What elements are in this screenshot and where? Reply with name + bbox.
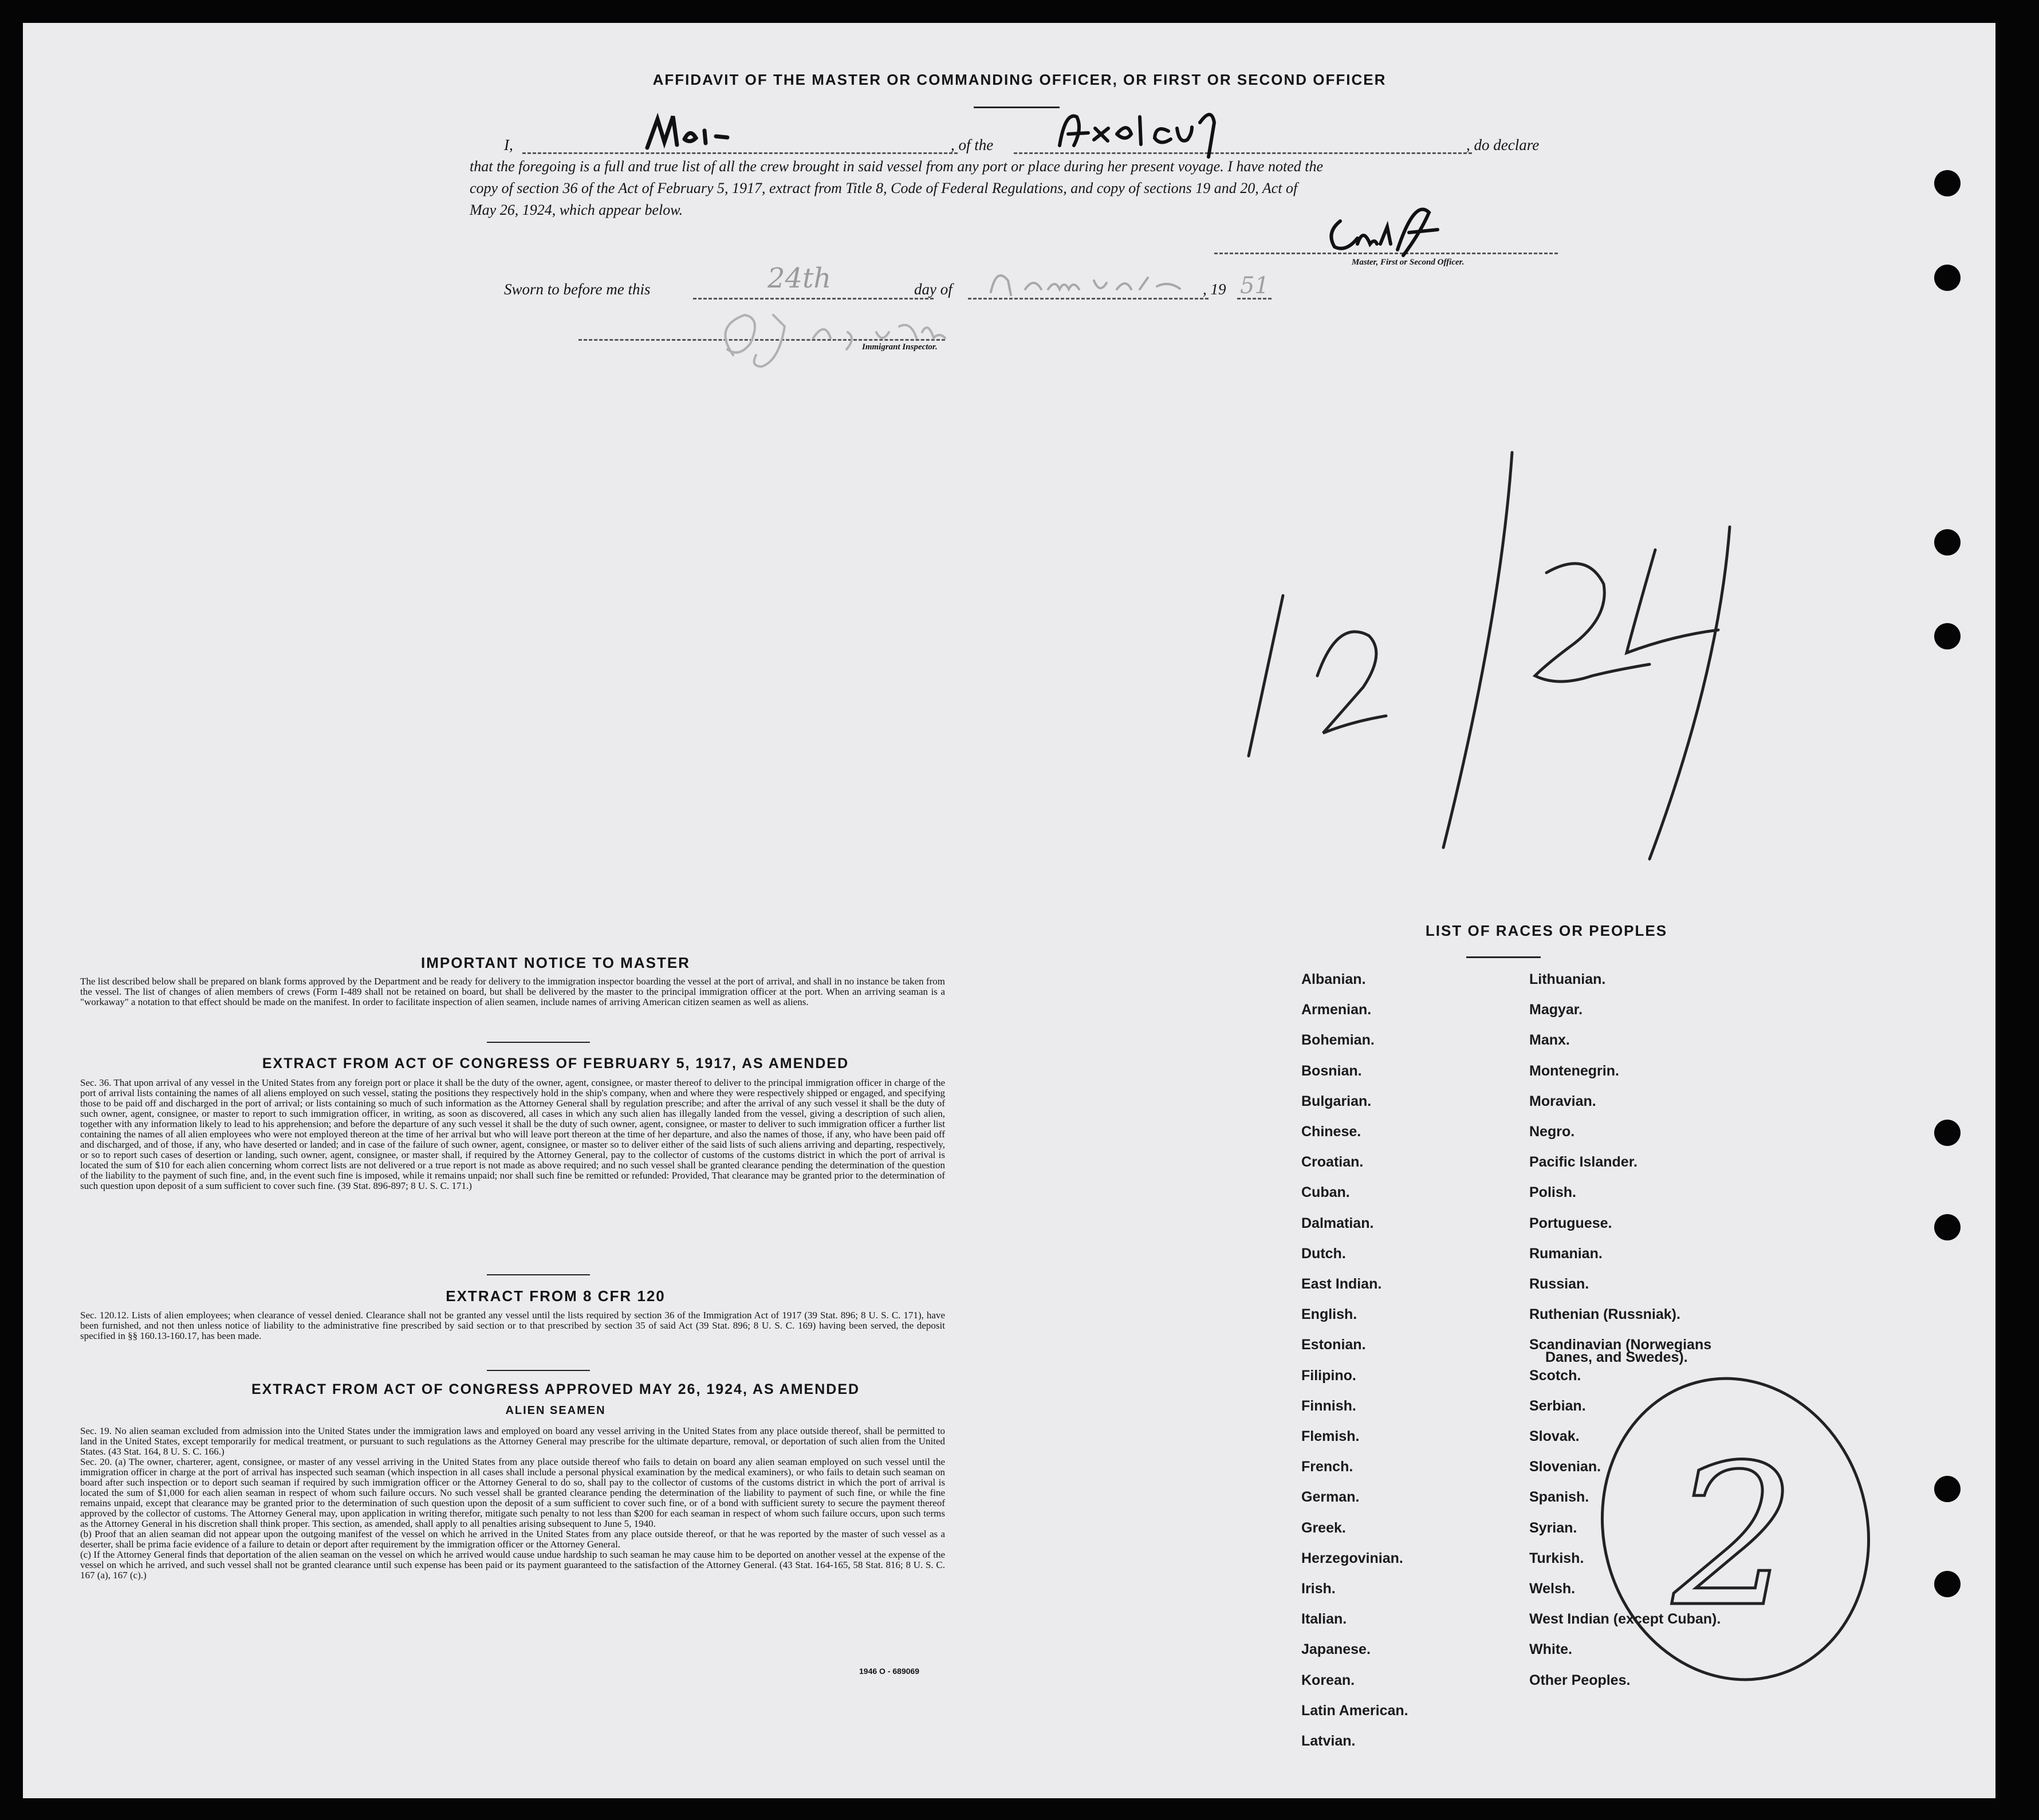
binder-hole bbox=[1934, 1476, 1961, 1502]
race-item: Albanian. bbox=[1301, 971, 1366, 987]
race-item: Latvian. bbox=[1301, 1733, 1356, 1749]
section-rule bbox=[487, 1042, 590, 1043]
binder-hole bbox=[1934, 1214, 1961, 1240]
race-item: Dutch. bbox=[1301, 1245, 1346, 1262]
race-item: Irish. bbox=[1301, 1581, 1336, 1597]
race-item: Filipino. bbox=[1301, 1367, 1356, 1384]
print-code: 1946 O - 689069 bbox=[859, 1667, 920, 1676]
race-item: Montenegrin. bbox=[1529, 1062, 1619, 1079]
section-rule bbox=[487, 1274, 590, 1275]
declare-i: I, bbox=[504, 136, 513, 153]
extract-1917-text: Sec. 36. That upon arrival of any vessel in the United States from any foreign port or place it shall be the duty of the owner, agent, consignee, or master thereof to deliver to the principal immigration officer in charge of the port of arrival lists containing the names of all aliens employed on such vessel, stating the positions they respectively hold in the ship's company, when and where they were respectively shipped or engaged, and specifying those to be paid off and discharged in the port of arrival; or lists containing so much of such information as the Attorney General shall by regulation prescribe; and after the arrival of any such vessel it shall be the duty of such owner, agent, consignee, or master to report to such immigration officer, in writing, as soon as discovered, all cases in which any such alien has illegally landed from the vessel, giving a description of such alien, together with any information likely to lead to his apprehension; and before the departure of any such vessel it shall be the duty of such owner, agent, consignee, or master to deliver to such immigration officer a further list containing the names of all alien employees who were not employed thereon at the time of her arrival but who will leave port thereon at the time of her departure, and also the names of those, if any, who have been paid off and discharged, and of those, if any, who have deserted or landed; and in case of the failure of such owner, agent, consignee, or master so to deliver either of the said lists of such aliens arriving and departing, respectively, or so to report such cases of desertion or landing, such owner, agent, consignee, or master shall, if required by the Attorney General, pay to the collector of customs of the customs district in which the port of arrival is located the sum of $10 for each alien concerning whom correct lists are not delivered or a true report is not made as above required; and no such vessel shall be granted clearance pending the determination of the question of the liability to the payment of such fine, and, in the event such fine is imposed, while it remains unpaid; nor shall such fine be remitted or refunded: Provided, That clearance may be granted prior to the determination of such question upon deposit of a sum sufficient to cover such fine. (39 Stat. 896-897; 8 U. S. C. 171.) bbox=[80, 1077, 945, 1191]
race-item: Greek. bbox=[1301, 1519, 1346, 1536]
race-item: Danes, and Swedes). bbox=[1545, 1349, 1688, 1366]
race-item: German. bbox=[1301, 1489, 1360, 1506]
handwritten-circled-number: 2 bbox=[1672, 1423, 1797, 1650]
race-item: Spanish. bbox=[1529, 1489, 1589, 1506]
race-item: East Indian. bbox=[1301, 1276, 1382, 1292]
inspector-caption: Immigrant Inspector. bbox=[862, 342, 938, 352]
race-item: Pacific Islander. bbox=[1529, 1154, 1638, 1171]
affidavit-body-line3: May 26, 1924, which appear below. bbox=[470, 202, 683, 218]
sworn-prefix: Sworn to before me this bbox=[504, 281, 651, 298]
race-item: Estonian. bbox=[1301, 1337, 1366, 1353]
race-item: Japanese. bbox=[1301, 1641, 1371, 1658]
title-rule bbox=[974, 107, 1060, 108]
race-item: Scandinavian (Norwegians bbox=[1529, 1337, 1712, 1353]
sec20b-text: (b) Proof that an alien seaman did not appear upon the outgoing manifest of the vessel on which he arrived in the United States from any place outside thereof, or that he was reported by the master of such vessel as a deserter, shall be prima facie evidence of a failure to detain or deport after requirement by the immigration officer or the Attorney General. bbox=[80, 1529, 945, 1550]
race-item: English. bbox=[1301, 1306, 1357, 1323]
binder-hole bbox=[1934, 1120, 1961, 1146]
extract-1924-title: EXTRACT FROM ACT OF CONGRESS APPROVED MAY 26, 1924, AS AMENDED bbox=[251, 1381, 860, 1397]
race-item: Portuguese. bbox=[1529, 1215, 1612, 1231]
race-item: Negro. bbox=[1529, 1124, 1575, 1140]
sec19-text: Sec. 19. No alien seaman excluded from admission into the United States under the immigration laws and employed on board any vessel arriving in the United States from any place outside thereof, shall be permitted to land in the United States, except temporarily for medical treatment, or pursuant to such regulations as the Attorney General may prescribe for the ultimate departure, removal, or deportation of such alien from the United States. (43 Stat. 164, 8 U. S. C. 166.) bbox=[80, 1425, 945, 1457]
affidavit-body-line1: that the foregoing is a full and true list of all the crew brought in said vessel from any port or place during her present voyage. I have noted the bbox=[470, 158, 1323, 175]
binder-hole bbox=[1934, 529, 1961, 556]
race-item: Ruthenian (Russniak). bbox=[1529, 1306, 1680, 1323]
race-item: Bosnian. bbox=[1301, 1062, 1362, 1079]
extract-cfr-text: Sec. 120.12. Lists of alien employees; when clearance of vessel denied. Clearance shall not be granted any vessel until the lists required by section 36 of the Immigration Act of 1917 (39 Stat. 896; 8 U. S. C. 171), have been furnished, and not then unless notice of liability to the administrative fine prescribed by said section or to that prescribed by section 35 of said Act (39 Stat. 896; 8 U. S. C. 169) having been served, the deposit specified in §§ 160.13-160.17, has been made. bbox=[80, 1310, 945, 1341]
race-item: French. bbox=[1301, 1459, 1353, 1475]
extract-1924-text bbox=[80, 1426, 945, 1581]
race-item: Rumanian. bbox=[1529, 1245, 1603, 1262]
race-item: Manx. bbox=[1529, 1032, 1570, 1049]
race-item: Herzegovinian. bbox=[1301, 1550, 1403, 1566]
day-handwriting bbox=[767, 259, 876, 299]
handwritten-year: 51 bbox=[1240, 273, 1269, 299]
race-item: Bulgarian. bbox=[1301, 1093, 1372, 1109]
affidavit-title: AFFIDAVIT OF THE MASTER OR COMMANDING OFFICER, OR FIRST OR SECOND OFFICER bbox=[652, 71, 1387, 88]
binder-hole bbox=[1934, 265, 1961, 291]
sec20c-text: (c) If the Attorney General finds that deportation of the alien seaman on the vessel on which he arrived would cause undue hardship to such seaman he may cause him to be deported on another vessel at the expense of the vessel on which he arrived, and such vessel shall not be granted clearance until such expense has been paid or its payment guaranteed to the satisfaction of the Attorney General. (43 Stat. 164-165, 58 Stat. 816; 8 U. S. C. 167 (a), 167 (c).) bbox=[80, 1549, 945, 1581]
race-item: Slovak. bbox=[1529, 1428, 1580, 1444]
month-handwriting bbox=[985, 263, 1203, 304]
race-item: Magyar. bbox=[1529, 1002, 1583, 1018]
race-item: Armenian. bbox=[1301, 1002, 1372, 1018]
extract-1917-title: EXTRACT FROM ACT OF CONGRESS OF FEBRUARY 5, 1917, AS AMENDED bbox=[262, 1055, 849, 1071]
race-item: Flemish. bbox=[1301, 1428, 1360, 1444]
year-prefix: , 19 bbox=[1203, 281, 1226, 298]
section-rule bbox=[487, 1370, 590, 1371]
race-item: Other Peoples. bbox=[1529, 1672, 1631, 1688]
races-title: LIST OF RACES OR PEOPLES bbox=[1425, 922, 1668, 939]
handwritten-day: 24th bbox=[767, 262, 832, 294]
vessel-name-handwriting bbox=[1054, 105, 1272, 163]
handwritten-date-12-24 bbox=[1214, 447, 1764, 882]
race-item: Lithuanian. bbox=[1529, 971, 1606, 987]
extract-1924-subtitle: ALIEN SEAMEN bbox=[505, 1404, 606, 1417]
race-item: Serbian. bbox=[1529, 1397, 1586, 1414]
year-handwriting bbox=[1240, 269, 1286, 304]
affidavit-body-line2: copy of section 36 of the Act of February 5, 1917, extract from Title 8, Code of Federal Regulations, and copy of sections 19 and 20, Act of bbox=[470, 180, 1298, 196]
race-item: Latin American. bbox=[1301, 1702, 1408, 1719]
officer-signature bbox=[1323, 198, 1506, 261]
race-item: Italian. bbox=[1301, 1611, 1347, 1628]
race-item: Bohemian. bbox=[1301, 1032, 1375, 1049]
race-item: Polish. bbox=[1529, 1184, 1576, 1201]
race-item: Finnish. bbox=[1301, 1397, 1356, 1414]
race-item: Turkish. bbox=[1529, 1550, 1584, 1566]
race-item: Moravian. bbox=[1529, 1093, 1596, 1109]
master-name-signature bbox=[641, 108, 750, 159]
races-rule bbox=[1466, 956, 1541, 958]
signer-caption: Master, First or Second Officer. bbox=[1352, 258, 1465, 267]
race-item: Korean. bbox=[1301, 1672, 1355, 1688]
inspector-signature bbox=[710, 304, 1008, 378]
extract-cfr-title: EXTRACT FROM 8 CFR 120 bbox=[446, 1287, 666, 1305]
sec20a-text: Sec. 20. (a) The owner, charterer, agent, consignee, or master of any vessel arriving in the United States from any place outside thereof who fails to detain on board any alien seaman employed on such vessel until the immigration officer in charge at the port of arrival has inspected such seaman (which inspection in all cases shall include a personal physical examination by the medical examiners), or who fails to detain such seaman on board after such inspection or to deport such seaman if required by such immigration officer or the Attorney General to do so, shall pay to the collector of customs of the customs district in which the port of arrival is located the sum of $1,000 for each alien seaman in respect of whom such failure occurs. No such vessel shall be granted clearance pending the determination of the liability to payment of such fine, or while the fine remains unpaid, except that clearance may be granted prior to the determination of such question upon the deposit of a sum sufficient to cover such fine, or of a bond with sufficient surety to secure the payment thereof approved by the collector of customs. The Attorney General may, upon application in writing therefor, mitigate such penalty to not less than $200 for each seaman in respect of whom such failure occurs, upon such terms as the Attorney General in his discretion shall think proper. This section, as amended, shall apply to all penalties arising subsequent to June 5, 1940. bbox=[80, 1456, 945, 1529]
race-item: White. bbox=[1529, 1641, 1572, 1658]
of-the-label: , of the bbox=[951, 136, 994, 153]
race-item: Welsh. bbox=[1529, 1581, 1576, 1597]
binder-hole bbox=[1934, 1571, 1961, 1597]
race-item: Dalmatian. bbox=[1301, 1215, 1374, 1231]
circled-number-2 bbox=[1587, 1363, 1884, 1695]
do-declare-label: , do declare bbox=[1466, 136, 1540, 153]
notice-title: IMPORTANT NOTICE TO MASTER bbox=[421, 954, 690, 971]
race-item: Scotch. bbox=[1529, 1367, 1581, 1384]
race-item: Cuban. bbox=[1301, 1184, 1350, 1201]
race-item: Croatian. bbox=[1301, 1154, 1364, 1171]
binder-hole bbox=[1934, 170, 1961, 196]
race-item: Chinese. bbox=[1301, 1124, 1361, 1140]
race-item: Russian. bbox=[1529, 1276, 1589, 1292]
race-item: Syrian. bbox=[1529, 1519, 1577, 1536]
notice-text: The list described below shall be prepared on blank forms approved by the Department and be ready for delivery to the immigration inspector boarding the vessel at the port of arrival, and shall in no instance be taken from the vessel. The list of changes of alien members of crews (Form I-489 shall not be retained on board, but shall be delivered by the master to the principal immigration officer at the port. When an arriving seaman is a "workaway" a notation to that effect should be made on the manifest. In order to facilitate inspection of alien seamen, include names of arriving American citizen seamen as well as aliens. bbox=[80, 976, 945, 1007]
race-item: Slovenian. bbox=[1529, 1459, 1601, 1475]
day-of-label: day of bbox=[914, 281, 952, 298]
race-item: West Indian (except Cuban). bbox=[1529, 1611, 1721, 1628]
binder-hole bbox=[1934, 623, 1961, 649]
